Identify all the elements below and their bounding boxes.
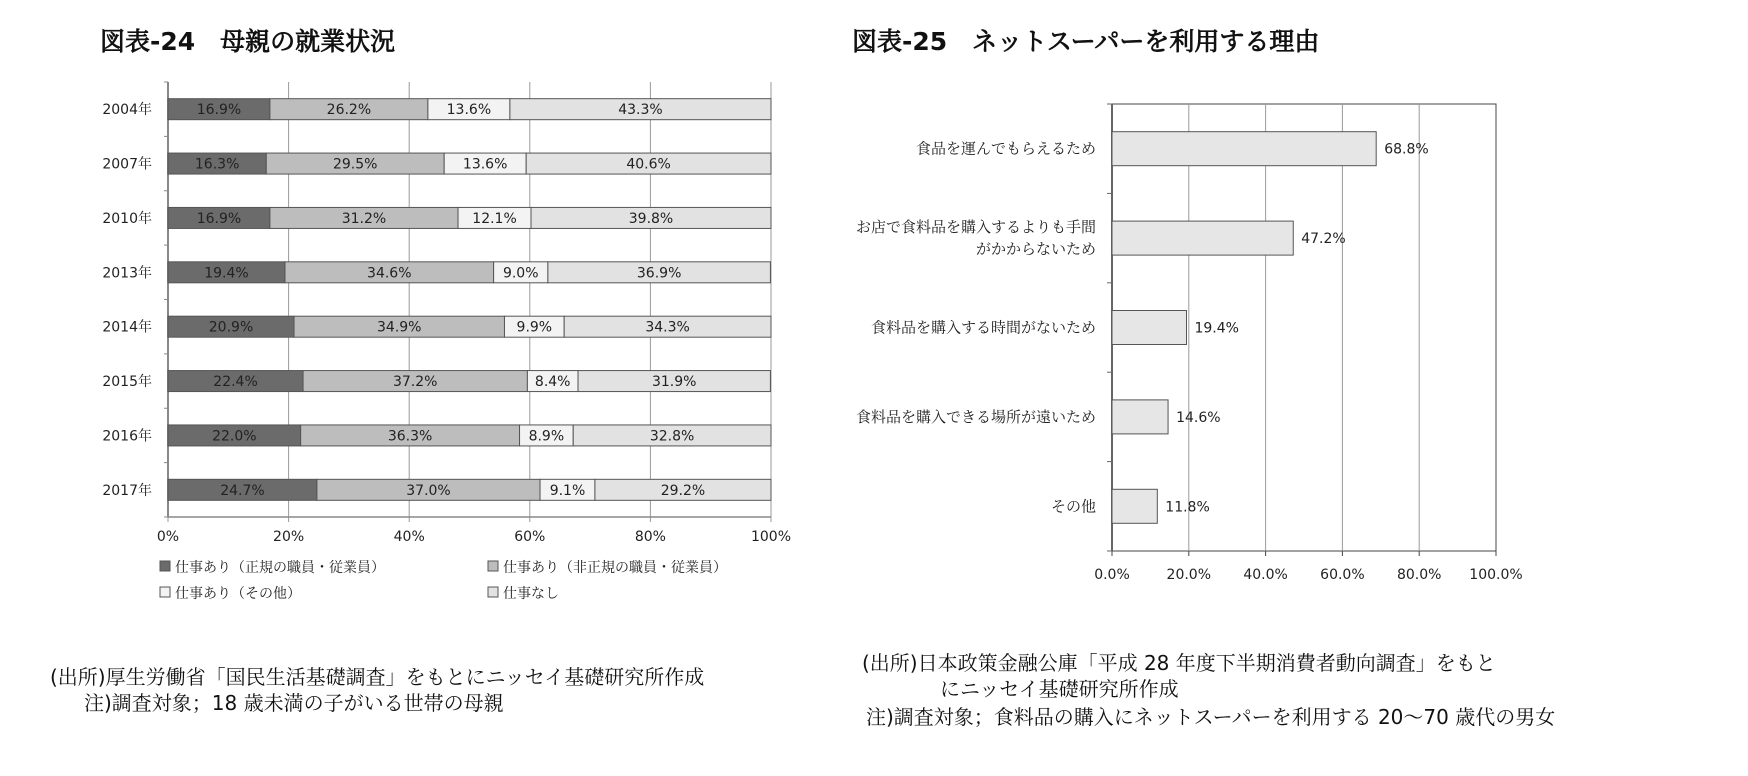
category-label: 2013年 bbox=[102, 265, 152, 282]
data-label: 14.6% bbox=[1176, 409, 1221, 426]
bar bbox=[1112, 400, 1168, 434]
left-chart-title: 図表-24 母親の就業状況 bbox=[100, 27, 396, 56]
data-label: 40.6% bbox=[626, 156, 671, 173]
bar bbox=[1112, 489, 1157, 523]
category-label: 2017年 bbox=[102, 482, 152, 499]
left-subject-note: 注)調査対象；18 歳未満の子がいる世帯の母親 bbox=[84, 691, 504, 715]
data-label: 43.3% bbox=[618, 102, 663, 119]
x-tick-label: 80% bbox=[634, 529, 666, 545]
data-label: 13.6% bbox=[462, 156, 508, 173]
right-source-note-cont: にニッセイ基礎研究所作成 bbox=[940, 677, 1179, 701]
data-label: 16.9% bbox=[196, 210, 242, 227]
x-tick-label: 40.0% bbox=[1243, 567, 1288, 583]
right-source-note: (出所)日本政策金融公庫「平成 28 年度下半期消費者動向調査」をもと bbox=[862, 651, 1496, 675]
data-label: 13.6% bbox=[446, 102, 492, 119]
data-label: 34.9% bbox=[377, 319, 422, 336]
data-label: 34.3% bbox=[645, 319, 690, 336]
x-tick-label: 80.0% bbox=[1396, 567, 1442, 583]
category-label: 食料品を購入する時間がないため bbox=[870, 318, 1096, 337]
x-tick-label: 0% bbox=[156, 529, 180, 545]
category-label: 食品を運んでもらえるため bbox=[915, 139, 1096, 158]
data-label: 37.0% bbox=[406, 482, 451, 499]
legend-label: 仕事あり（正規の職員・従業員） bbox=[175, 560, 385, 576]
data-label: 9.1% bbox=[549, 482, 586, 499]
data-label: 26.2% bbox=[326, 102, 372, 119]
data-label: 39.8% bbox=[628, 210, 674, 227]
data-label: 11.8% bbox=[1165, 499, 1210, 516]
category-label: 食料品を購入できる場所が遠いため bbox=[855, 407, 1096, 426]
bar bbox=[1112, 311, 1186, 345]
data-label: 29.5% bbox=[332, 156, 378, 173]
x-tick-label: 60% bbox=[514, 529, 546, 545]
category-label: がかからないため bbox=[975, 240, 1096, 259]
bar bbox=[1112, 221, 1293, 255]
x-tick-label: 20% bbox=[273, 529, 305, 545]
category-label: お店で食料品を購入するよりも手間 bbox=[855, 218, 1096, 237]
data-label: 9.0% bbox=[502, 265, 539, 282]
data-label: 8.4% bbox=[534, 374, 571, 391]
x-tick-label: 0.0% bbox=[1094, 567, 1130, 583]
data-label: 31.2% bbox=[341, 210, 387, 227]
category-label: 2015年 bbox=[102, 374, 152, 391]
data-label: 36.9% bbox=[636, 265, 682, 282]
x-tick-label: 60.0% bbox=[1320, 567, 1365, 583]
data-label: 8.9% bbox=[528, 428, 565, 445]
data-label: 34.6% bbox=[367, 265, 412, 282]
data-label: 16.3% bbox=[194, 156, 240, 173]
x-tick-label: 40% bbox=[393, 529, 425, 545]
data-label: 22.0% bbox=[212, 428, 257, 445]
legend-label: 仕事あり（非正規の職員・従業員） bbox=[503, 560, 727, 576]
category-label: 2004年 bbox=[102, 102, 152, 119]
category-label: 2014年 bbox=[102, 319, 152, 336]
category-label: 2016年 bbox=[102, 428, 152, 445]
x-tick-label: 20.0% bbox=[1166, 567, 1212, 583]
legend-label: 仕事なし bbox=[503, 586, 559, 602]
category-label: その他 bbox=[1050, 497, 1096, 516]
data-label: 19.4% bbox=[204, 265, 249, 282]
bar bbox=[1112, 132, 1376, 166]
data-label: 37.2% bbox=[392, 374, 438, 391]
right-chart-title: 図表-25 ネットスーパーを利用する理由 bbox=[852, 27, 1320, 56]
data-label: 16.9% bbox=[196, 102, 242, 119]
data-label: 24.7% bbox=[220, 482, 265, 499]
x-tick-label: 100.0% bbox=[1469, 567, 1523, 583]
data-label: 12.1% bbox=[472, 210, 517, 227]
data-label: 68.8% bbox=[1384, 141, 1429, 158]
data-label: 22.4% bbox=[213, 374, 258, 391]
left-source-note: (出所)厚生労働省「国民生活基礎調査」をもとにニッセイ基礎研究所作成 bbox=[50, 665, 705, 689]
data-label: 47.2% bbox=[1301, 231, 1346, 248]
legend-label: 仕事あり（その他） bbox=[175, 586, 301, 602]
data-label: 31.9% bbox=[651, 374, 697, 391]
right-subject-note: 注)調査対象；食料品の購入にネットスーパーを利用する 20～70 歳代の男女 bbox=[866, 705, 1556, 729]
category-label: 2010年 bbox=[102, 210, 152, 227]
data-label: 32.8% bbox=[649, 428, 695, 445]
data-label: 19.4% bbox=[1194, 320, 1239, 337]
data-label: 36.3% bbox=[387, 428, 433, 445]
data-label: 29.2% bbox=[660, 482, 706, 499]
data-label: 9.9% bbox=[516, 319, 553, 336]
category-label: 2007年 bbox=[102, 156, 152, 173]
data-label: 20.9% bbox=[208, 319, 254, 336]
x-tick-label: 100% bbox=[750, 529, 792, 545]
